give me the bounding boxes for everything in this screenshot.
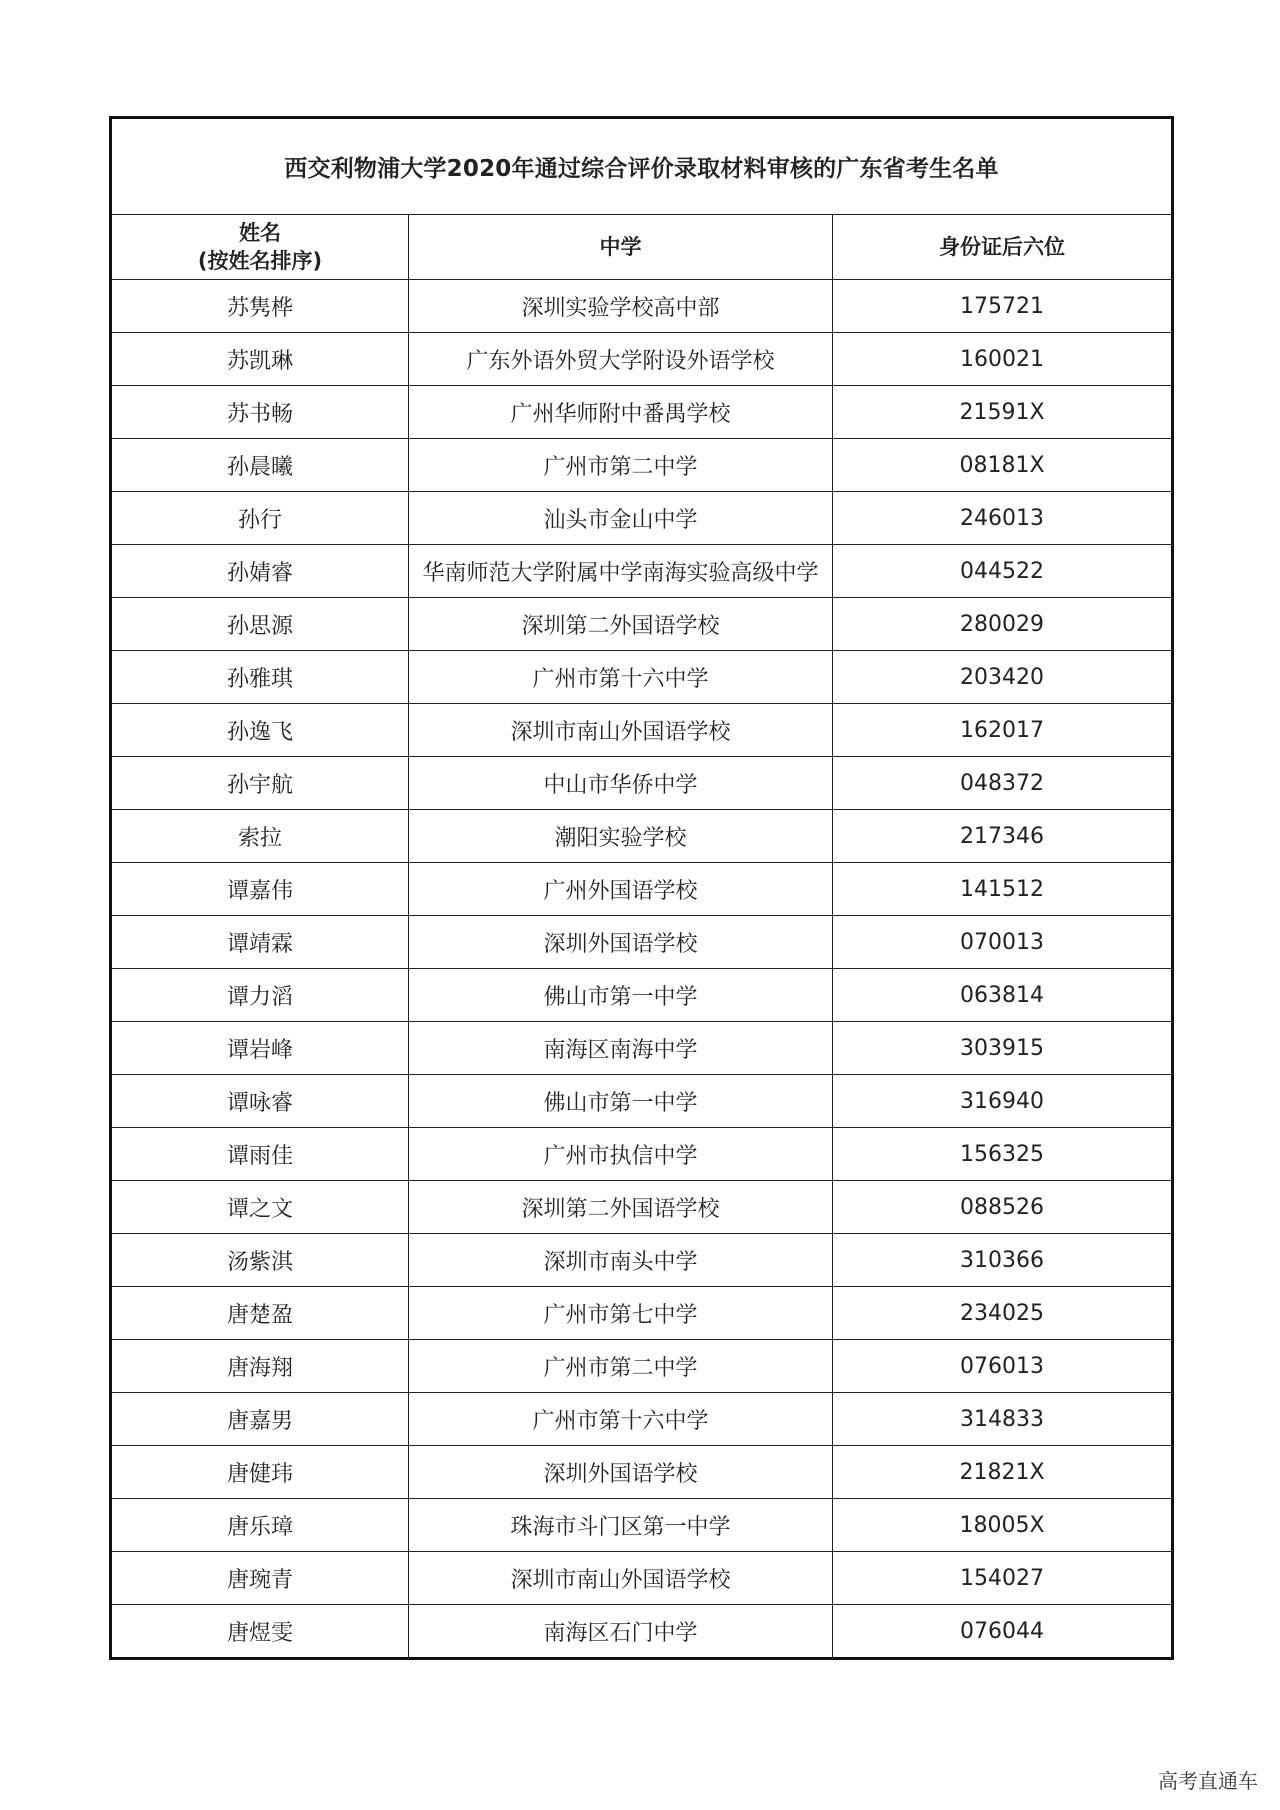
school-cell: 深圳外国语学校 [409, 1446, 833, 1499]
student-name-cell: 唐健玮 [111, 1446, 409, 1499]
student-name-cell: 孙晨曦 [111, 439, 409, 492]
table-row [111, 1022, 1173, 1075]
student-name-cell: 唐煜雯 [111, 1605, 409, 1659]
table-row [111, 439, 1173, 492]
student-name-cell: 唐楚盈 [111, 1287, 409, 1340]
school-cell: 广州外国语学校 [409, 863, 833, 916]
table-row [111, 492, 1173, 545]
school-cell: 潮阳实验学校 [409, 810, 833, 863]
school-cell: 深圳市南山外国语学校 [409, 704, 833, 757]
student-name-cell: 孙逸飞 [111, 704, 409, 757]
id-suffix-cell: 21591X [833, 386, 1173, 439]
document-title: 西交利物浦大学2020年通过综合评价录取材料审核的广东省考生名单 [111, 118, 1173, 215]
id-suffix-cell: 217346 [833, 810, 1173, 863]
id-suffix-cell: 141512 [833, 863, 1173, 916]
id-suffix-cell: 175721 [833, 280, 1173, 333]
student-name-cell: 唐琬青 [111, 1552, 409, 1605]
table-row [111, 1075, 1173, 1128]
school-cell: 广州市第二中学 [409, 1340, 833, 1393]
table-body [111, 280, 1173, 1659]
id-suffix-cell: 044522 [833, 545, 1173, 598]
column-header-id: 身份证后六位 [833, 215, 1173, 280]
id-suffix-cell: 070013 [833, 916, 1173, 969]
table-row [111, 1446, 1173, 1499]
school-cell: 深圳第二外国语学校 [409, 1181, 833, 1234]
school-cell: 广州市执信中学 [409, 1128, 833, 1181]
id-suffix-cell: 160021 [833, 333, 1173, 386]
id-suffix-cell: 314833 [833, 1393, 1173, 1446]
student-name-cell: 汤紫淇 [111, 1234, 409, 1287]
school-cell: 深圳市南山外国语学校 [409, 1552, 833, 1605]
table-row [111, 810, 1173, 863]
table-row [111, 1287, 1173, 1340]
school-cell: 佛山市第一中学 [409, 1075, 833, 1128]
student-name-cell: 谭咏睿 [111, 1075, 409, 1128]
table-row [111, 651, 1173, 704]
id-suffix-cell: 088526 [833, 1181, 1173, 1234]
id-suffix-cell: 076044 [833, 1605, 1173, 1659]
school-cell: 深圳市南头中学 [409, 1234, 833, 1287]
id-suffix-cell: 063814 [833, 969, 1173, 1022]
header-row [111, 215, 1173, 280]
table-row [111, 598, 1173, 651]
table-row [111, 1128, 1173, 1181]
id-suffix-cell: 076013 [833, 1340, 1173, 1393]
student-name-cell: 孙行 [111, 492, 409, 545]
student-name-cell: 谭之文 [111, 1181, 409, 1234]
table-row [111, 1499, 1173, 1552]
school-cell: 珠海市斗门区第一中学 [409, 1499, 833, 1552]
student-name-cell: 孙思源 [111, 598, 409, 651]
table-row [111, 1340, 1173, 1393]
school-cell: 南海区石门中学 [409, 1605, 833, 1659]
table-row [111, 704, 1173, 757]
school-cell: 广州市第十六中学 [409, 651, 833, 704]
table-row [111, 386, 1173, 439]
table-row [111, 280, 1173, 333]
watermark-text: 高考直通车 [1158, 1769, 1258, 1793]
table-row [111, 1181, 1173, 1234]
id-suffix-cell: 154027 [833, 1552, 1173, 1605]
table-row [111, 863, 1173, 916]
column-header-name-label: 姓名 [239, 221, 281, 245]
id-suffix-cell: 203420 [833, 651, 1173, 704]
school-cell: 汕头市金山中学 [409, 492, 833, 545]
id-suffix-cell: 303915 [833, 1022, 1173, 1075]
table-row [111, 757, 1173, 810]
student-name-cell: 谭靖霖 [111, 916, 409, 969]
student-name-cell: 孙婧睿 [111, 545, 409, 598]
id-suffix-cell: 234025 [833, 1287, 1173, 1340]
id-suffix-cell: 246013 [833, 492, 1173, 545]
student-name-cell: 索拉 [111, 810, 409, 863]
school-cell: 广东外语外贸大学附设外语学校 [409, 333, 833, 386]
school-cell: 深圳第二外国语学校 [409, 598, 833, 651]
table-row [111, 969, 1173, 1022]
student-name-cell: 唐乐璋 [111, 1499, 409, 1552]
student-name-cell: 谭嘉伟 [111, 863, 409, 916]
school-cell: 华南师范大学附属中学南海实验高级中学 [409, 545, 833, 598]
school-cell: 广州华师附中番禺学校 [409, 386, 833, 439]
table-row [111, 1552, 1173, 1605]
school-cell: 中山市华侨中学 [409, 757, 833, 810]
table-row [111, 916, 1173, 969]
id-suffix-cell: 048372 [833, 757, 1173, 810]
student-name-cell: 苏凯琳 [111, 333, 409, 386]
student-name-cell: 唐海翔 [111, 1340, 409, 1393]
id-suffix-cell: 08181X [833, 439, 1173, 492]
table-row [111, 545, 1173, 598]
title-row [111, 118, 1173, 215]
student-name-cell: 孙雅琪 [111, 651, 409, 704]
id-suffix-cell: 162017 [833, 704, 1173, 757]
school-cell: 南海区南海中学 [409, 1022, 833, 1075]
student-name-cell: 苏隽桦 [111, 280, 409, 333]
student-name-cell: 唐嘉男 [111, 1393, 409, 1446]
school-cell: 广州市第七中学 [409, 1287, 833, 1340]
table-row [111, 1393, 1173, 1446]
column-header-name-sort-note: (按姓名排序) [197, 249, 323, 273]
id-suffix-cell: 18005X [833, 1499, 1173, 1552]
student-name-cell: 苏书畅 [111, 386, 409, 439]
column-header-school: 中学 [409, 215, 833, 280]
school-cell: 深圳实验学校高中部 [409, 280, 833, 333]
student-list-table [109, 116, 1174, 1660]
column-header-name [111, 215, 409, 280]
student-name-cell: 谭力滔 [111, 969, 409, 1022]
school-cell: 广州市第十六中学 [409, 1393, 833, 1446]
table-row [111, 1234, 1173, 1287]
id-suffix-cell: 280029 [833, 598, 1173, 651]
student-name-cell: 孙宇航 [111, 757, 409, 810]
id-suffix-cell: 310366 [833, 1234, 1173, 1287]
table-row [111, 333, 1173, 386]
id-suffix-cell: 21821X [833, 1446, 1173, 1499]
id-suffix-cell: 316940 [833, 1075, 1173, 1128]
school-cell: 佛山市第一中学 [409, 969, 833, 1022]
school-cell: 深圳外国语学校 [409, 916, 833, 969]
id-suffix-cell: 156325 [833, 1128, 1173, 1181]
school-cell: 广州市第二中学 [409, 439, 833, 492]
student-name-cell: 谭雨佳 [111, 1128, 409, 1181]
table-row [111, 1605, 1173, 1659]
student-name-cell: 谭岩峰 [111, 1022, 409, 1075]
